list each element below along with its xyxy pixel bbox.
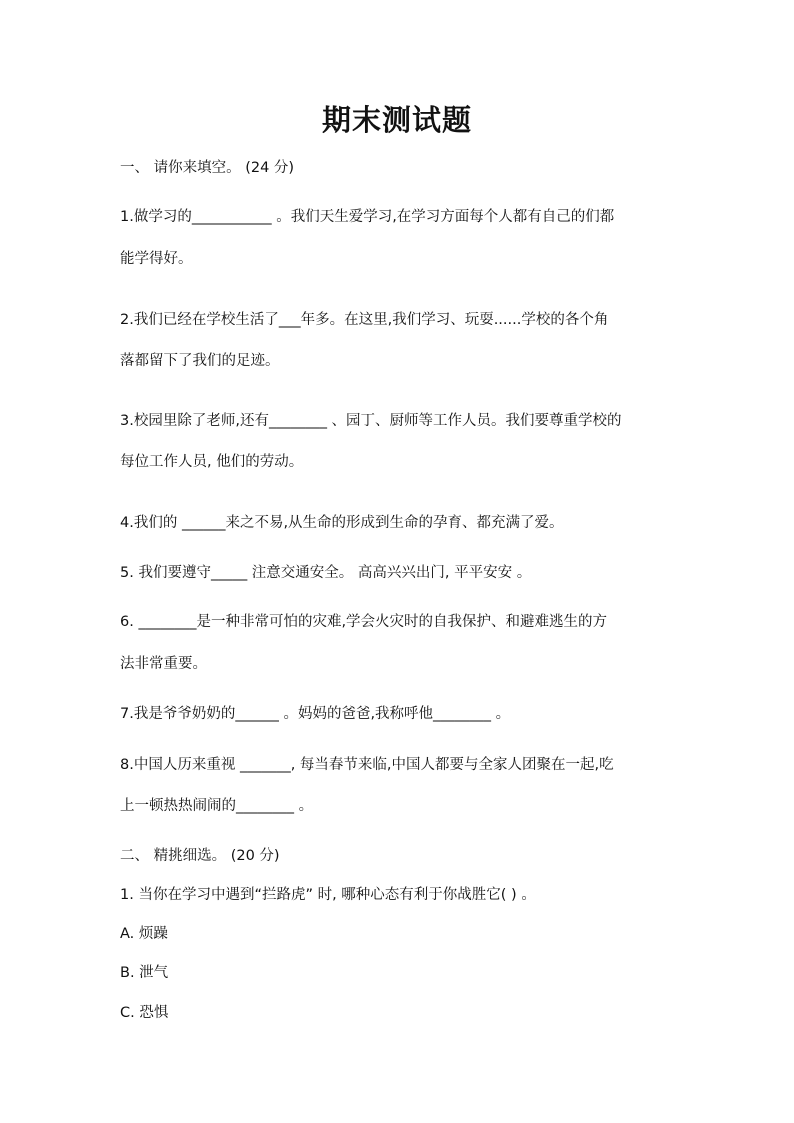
section1-heading: 一、 请你来填空。 (24 分) — [120, 160, 295, 176]
question-2-line-1: 2.我们已经在学校生活了___年多。在这里,我们学习、玩耍......学校的各个角 — [120, 312, 609, 328]
question-3-line-1: 3.校园里除了老师,还有________ 、园丁、厨师等工作人员。我们要尊重学校的 — [120, 413, 622, 429]
question-2-line-2: 落都留下了我们的足迹。 — [120, 353, 280, 369]
question-5-line-1: 5. 我们要遵守_____ 注意交通安全。 高高兴兴出门, 平平安安 。 — [120, 565, 532, 581]
question-7-line-1: 7.我是爷爷奶奶的______ 。妈妈的爸爸,我称呼他________ 。 — [120, 706, 511, 722]
page-title: 期末测试题 — [321, 103, 472, 137]
mc-option-b: B. 泄气 — [120, 965, 169, 981]
question-8-line-1: 8.中国人历来重视 _______, 每当春节来临,中国人都要与全家人团聚在一起,吃 — [120, 757, 614, 773]
section2-heading: 二、 精挑细选。 (20 分) — [120, 848, 280, 864]
mc-option-a: A. 烦躁 — [120, 926, 168, 942]
question-8-line-2: 上一顿热热闹闹的________ 。 — [120, 798, 314, 814]
question-1-line-1: 1.做学习的___________ 。我们天生爱学习,在学习方面每个人都有自己的们都 — [120, 209, 615, 225]
question-4-line-1: 4.我们的 ______来之不易,从生命的形成到生命的孕育、都充满了爱。 — [120, 515, 564, 531]
mc-option-c: C. 恐惧 — [120, 1005, 169, 1021]
question-1-line-2: 能学得好。 — [120, 251, 193, 267]
question-6-line-2: 法非常重要。 — [120, 656, 207, 672]
mc-question-1: 1. 当你在学习中遇到“拦路虎” 时, 哪种心态有利于你战胜它( ) 。 — [120, 887, 536, 903]
question-3-line-2: 每位工作人员, 他们的劳动。 — [120, 454, 304, 470]
question-6-line-1: 6. ________是一种非常可怕的灾难,学会火灾时的自我保护、和避难逃生的方 — [120, 614, 608, 630]
